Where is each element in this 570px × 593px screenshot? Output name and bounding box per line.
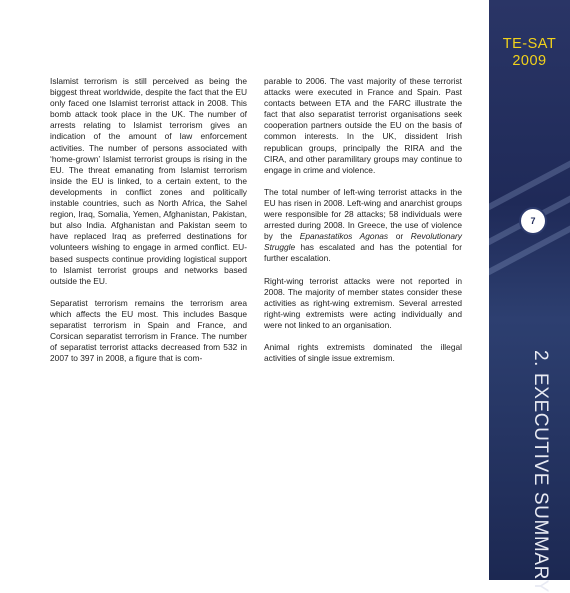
page-number-badge: 7 [521, 209, 545, 233]
section-title: 2. EXECUTIVE SUMMARY [530, 350, 551, 593]
paragraph-animal-rights: Animal rights extremists dominated the illegal activities of single issue extremism. [264, 341, 462, 364]
paragraph-islamist-terrorism: Islamist terrorism is still perceived as being the biggest threat worldwide, despite the fact that the EU only faced one Islamist terrorist attack in 2008. This bomb attack took place in the UK. The number of arrests relating to Islamist terrorism gives an indication of the amount of law enforcement activities. The number of persons associated with ‘home-grown’ Islamist terrorist groups is rising in the EU. The threat emanating from Islamist terrorism inside the EU is linked, to a certain extent, to the developments in conflict zones and politically instable countries, such as North Africa, the Sahel region, Iraq, Somalia, Yemen, Afghanistan, Pakistan, but also India. Afghanistan and Pakistan seem to have replaced Iraq as preferred destinations for volunteers wishing to engage in armed conflict. EU-based suspects continue providing logistical support to Islamist terrorist groups and networks based outside the EU. [50, 76, 247, 286]
report-brand [489, 36, 570, 70]
paragraph-left-wing-terrorism [264, 187, 462, 265]
right-column [264, 76, 462, 375]
left-wing-text-a: The total number of left-wing terrorist attacks in the EU has risen in 2008. Left-wing and anarchist groups were responsible for 28 attacks; 58 individuals were arrested during 2008. In Greece, the use of violence by the [264, 186, 462, 242]
group-name-revolutionary-struggle: Revolutionary Struggle [264, 231, 462, 253]
brand-title: TE-SAT [502, 36, 557, 52]
left-column [50, 76, 247, 375]
brand-year: 2009 [512, 53, 547, 69]
left-wing-text-c: has escalated and has the potential for further escalation. [264, 242, 462, 264]
paragraph-right-wing-terrorism: Right-wing terrorist attacks were not reported in 2008. The majority of member states consider these activities as right-wing extremism. Several arrested right-wing extremists were acting individually and were not linked to an organisation. [264, 275, 462, 330]
paragraph-separatist-terrorism: Separatist terrorism remains the terrorism area which affects the EU most. This includes Basque separatist terrorism in Spain and France, and Corsican separatist terrorism in France. The number of separatist terrorist attacks decreased from 532 in 2007 to 397 in 2008, a figure that is com- [50, 297, 247, 364]
paragraph-separatist-continued: parable to 2006. The vast majority of these terrorist attacks were executed in France and Spain. Past contacts between ETA and the FARC illustrate the fact that also separatist terrorist organisations seek cooperation partners outside the EU on the basis of common interests. In the UK, dissident Irish republican groups, principally the RIRA and the CIRA, and other paramilitary groups may continue to engage in crime and violence. [264, 76, 462, 175]
group-name-epanastatikos: Epanastatikos Agonas [299, 231, 389, 242]
left-wing-text-b: or [388, 231, 411, 242]
